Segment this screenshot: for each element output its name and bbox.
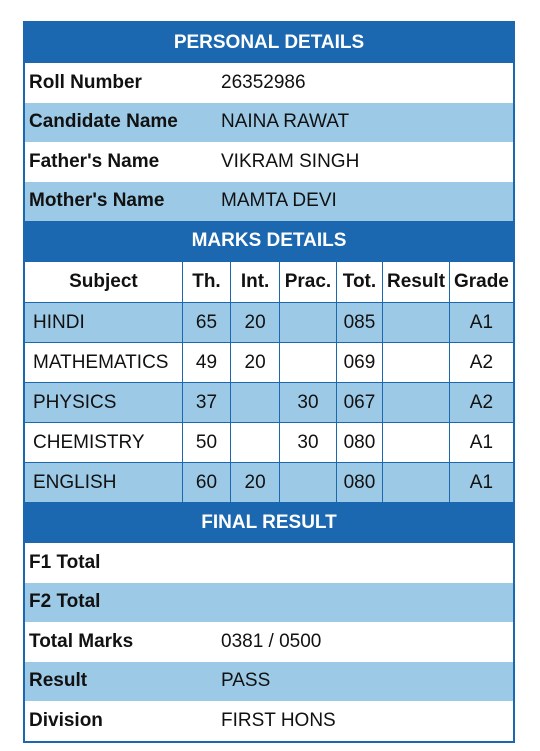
father-name-value: VIKRAM SINGH bbox=[221, 150, 360, 172]
internal-cell: 20 bbox=[231, 463, 280, 503]
result-cell bbox=[383, 383, 450, 423]
result-value: PASS bbox=[221, 670, 271, 692]
internal-cell bbox=[231, 423, 280, 463]
theory-cell: 60 bbox=[182, 463, 230, 503]
candidate-name-label: Candidate Name bbox=[29, 111, 178, 133]
division-label: Division bbox=[29, 709, 103, 731]
f1-total-row bbox=[25, 543, 513, 583]
table-row bbox=[25, 343, 513, 383]
total-cell: 069 bbox=[336, 343, 382, 383]
result-cell bbox=[383, 423, 450, 463]
division-row bbox=[25, 701, 513, 741]
roll-number-label: Roll Number bbox=[29, 71, 142, 93]
theory-cell: 37 bbox=[182, 383, 230, 423]
internal-cell: 20 bbox=[231, 303, 280, 343]
subject-cell: PHYSICS bbox=[25, 383, 182, 423]
table-row bbox=[25, 383, 513, 423]
table-row bbox=[25, 423, 513, 463]
theory-cell: 50 bbox=[182, 423, 230, 463]
theory-cell: 49 bbox=[182, 343, 230, 383]
result-label: Result bbox=[29, 670, 88, 692]
practical-cell bbox=[280, 343, 337, 383]
total-marks-value: 0381 / 0500 bbox=[221, 630, 322, 652]
personal-details-header: PERSONAL DETAILS bbox=[25, 23, 513, 63]
result-cell bbox=[383, 343, 450, 383]
grade-cell: A1 bbox=[449, 423, 513, 463]
candidate-name-value: NAINA RAWAT bbox=[221, 111, 350, 133]
f1-total-label: F1 Total bbox=[29, 551, 101, 573]
father-name-label: Father's Name bbox=[29, 150, 160, 172]
f2-total-row bbox=[25, 583, 513, 623]
total-marks-label: Total Marks bbox=[29, 630, 134, 652]
candidate-name-row bbox=[25, 103, 513, 143]
mother-name-label: Mother's Name bbox=[29, 190, 165, 212]
total-marks-row bbox=[25, 622, 513, 662]
result-row bbox=[25, 662, 513, 702]
col-internal: Int. bbox=[231, 262, 280, 303]
internal-cell bbox=[231, 383, 280, 423]
result-cell bbox=[383, 303, 450, 343]
marks-details-header: MARKS DETAILS bbox=[25, 221, 513, 261]
final-result-header: FINAL RESULT bbox=[25, 503, 513, 543]
table-row bbox=[25, 463, 513, 503]
practical-cell bbox=[280, 303, 337, 343]
total-cell: 085 bbox=[336, 303, 382, 343]
practical-cell: 30 bbox=[280, 423, 337, 463]
total-cell: 080 bbox=[336, 463, 382, 503]
f2-total-label: F2 Total bbox=[29, 591, 101, 613]
table-row bbox=[25, 303, 513, 343]
father-name-row bbox=[25, 142, 513, 182]
grade-cell: A2 bbox=[449, 383, 513, 423]
marks-table bbox=[25, 261, 513, 503]
roll-number-value: 26352986 bbox=[221, 71, 306, 93]
total-cell: 067 bbox=[336, 383, 382, 423]
theory-cell: 65 bbox=[182, 303, 230, 343]
col-total: Tot. bbox=[336, 262, 382, 303]
col-theory: Th. bbox=[182, 262, 230, 303]
subject-cell: CHEMISTRY bbox=[25, 423, 182, 463]
division-value: FIRST HONS bbox=[221, 709, 336, 731]
result-cell bbox=[383, 463, 450, 503]
practical-cell: 30 bbox=[280, 383, 337, 423]
col-practical: Prac. bbox=[280, 262, 337, 303]
grade-cell: A1 bbox=[449, 463, 513, 503]
grade-cell: A2 bbox=[449, 343, 513, 383]
subject-cell: MATHEMATICS bbox=[25, 343, 182, 383]
col-result: Result bbox=[383, 262, 450, 303]
internal-cell: 20 bbox=[231, 343, 280, 383]
result-card bbox=[23, 21, 515, 743]
marks-header-row bbox=[25, 262, 513, 303]
total-cell: 080 bbox=[336, 423, 382, 463]
mother-name-value: MAMTA DEVI bbox=[221, 190, 337, 212]
subject-cell: ENGLISH bbox=[25, 463, 182, 503]
subject-cell: HINDI bbox=[25, 303, 182, 343]
roll-number-row bbox=[25, 63, 513, 103]
col-grade: Grade bbox=[449, 262, 513, 303]
mother-name-row bbox=[25, 182, 513, 222]
grade-cell: A1 bbox=[449, 303, 513, 343]
col-subject: Subject bbox=[25, 262, 182, 303]
practical-cell bbox=[280, 463, 337, 503]
